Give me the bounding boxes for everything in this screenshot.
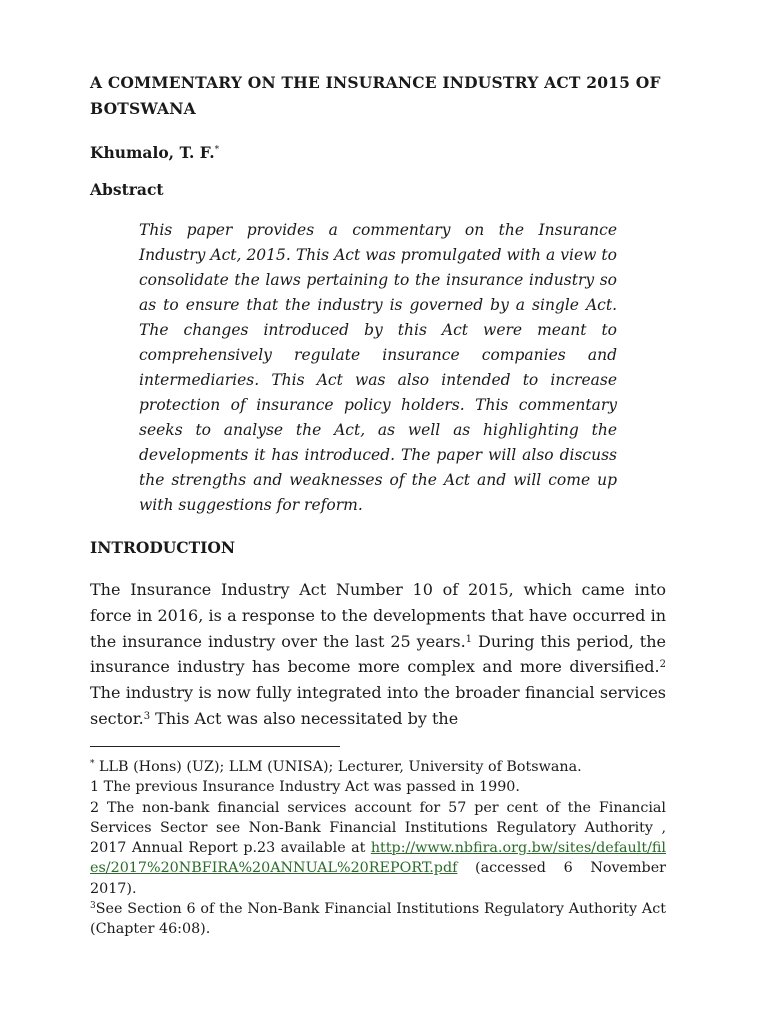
footnote-mark-2: 2 [90,799,100,816]
footnote-1 [90,777,666,797]
footnote-ref-2[interactable]: 2 [659,659,666,671]
footnote-2 [90,798,666,899]
nbfira-report-link[interactable]: http://www.nbfira.org.bw/sites/default/files/2017%20NBFIRA%20ANNUAL%20REPORT.pdf [90,840,666,877]
footnote-author-text: LLB (Hons) (UZ); LLM (UNISA); Lecturer, University of Botswana. [94,759,582,775]
introduction-heading: INTRODUCTION [90,538,236,557]
footnote-2-accessed: (accessed 6 November 2017). [90,860,666,897]
footnote-1-text: The previous Insurance Industry Act was passed in 1990. [99,779,520,796]
author-footnote-mark[interactable]: * [214,145,220,155]
intro-text-4: This Act was also necessitated by the [150,708,459,728]
author-name: Khumalo, T. F. [90,143,215,162]
footnote-mark-3: 3 [90,901,96,912]
footnote-ref-1[interactable]: 1 [465,633,473,645]
introduction-paragraph [90,577,666,732]
intro-text-2: During this period, the insurance industry has become more complex and more diversified. [90,631,666,677]
footnote-mark-1: 1 [90,779,100,796]
paper-title: A COMMENTARY ON THE INSURANCE INDUSTRY ACT 2015 OF BOTSWANA [90,73,661,118]
footnote-divider [90,746,340,747]
footnote-ref-3[interactable]: 3 [143,710,151,722]
abstract-heading: Abstract [90,180,164,199]
footnote-2-text: The non-bank financial services account for 57 per cent of the Financial Services Sector see Non-Bank Financial Institutions Regulatory Authority , 2017 Annual Report p.23 available at [90,799,666,857]
author-line [90,139,219,164]
intro-text-1: The Insurance Industry Act Number 10 of 2015, which came into force in 2016, is a response to the developments that have occurred in the insurance industry over the last 25 years. [90,580,666,651]
footnote-mark-star: * [90,759,95,769]
footnote-3 [90,899,666,940]
footnote-3-text: See Section 6 of the Non-Bank Financial Institutions Regulatory Authority Act (Chapter 46:08). [90,901,666,938]
abstract-text: This paper provides a commentary on the Insurance Industry Act, 2015. This Act was promulgated with a view to consolidate the laws pertaining to the insurance industry so as to ensure that the industry is governed by a single Act. The changes introduced by this Act were meant to comprehensively regulate insurance companies and intermediaries. This Act was also intended to increase protection of insurance policy holders. This commentary seeks to analyse the Act, as well as highlighting the developments it has introduced. The paper will also discuss the strengths and weaknesses of the Act and will come up with suggestions for reform. [139,221,617,514]
footnote-author [90,757,666,777]
footnotes [90,757,666,940]
intro-text-3: The industry is now fully integrated into the broader financial services sector. [90,683,666,728]
